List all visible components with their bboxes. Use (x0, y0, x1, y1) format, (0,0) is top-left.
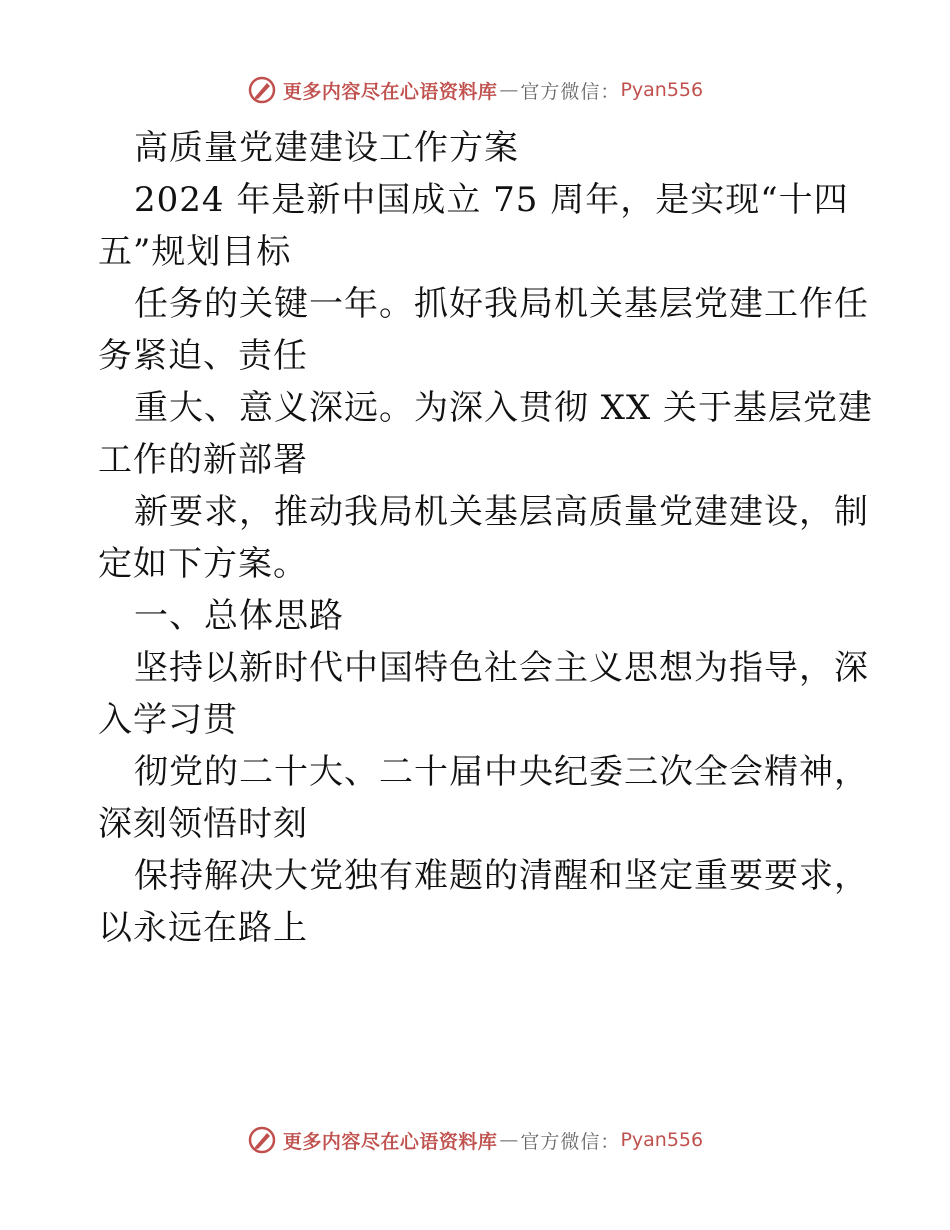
banner-dash: — (499, 1129, 519, 1151)
footer-banner (0, 1120, 950, 1160)
section-heading: 一、总体思路 (134, 596, 344, 636)
paragraph-line: 任务的关键一年。抓好我局机关基层党建工作任 (134, 284, 869, 324)
paragraph-line: 深刻领悟时刻 (98, 804, 308, 844)
banner-wechat-id: Pyan556 (620, 79, 704, 101)
paragraph-line: 入学习贯 (98, 700, 238, 740)
paragraph-line: 保持解决大党独有难题的清醒和坚定重要要求， (134, 856, 869, 896)
paragraph-line: 工作的新部署 (98, 440, 308, 480)
header-banner (0, 70, 950, 110)
document-body (98, 122, 874, 954)
paragraph-line: 重大、意义深远。为深入贯彻 XX 关于基层党建 (134, 388, 874, 428)
paragraph-line: 定如下方案。 (98, 544, 308, 584)
banner-dash: — (499, 79, 519, 101)
paragraph-line: 彻党的二十大、二十届中央纪委三次全会精神， (134, 752, 869, 792)
quill-pen-logo-icon (247, 1125, 277, 1155)
paragraph-line: 务紧迫、责任 (98, 336, 308, 376)
banner-wechat-id: Pyan556 (620, 1129, 704, 1151)
paragraph-line: 2024 年是新中国成立 75 周年，是实现“十四 (134, 180, 849, 220)
banner-wechat-label: 官方微信： (520, 1130, 621, 1153)
quill-pen-logo-icon (247, 75, 277, 105)
banner-wechat-label: 官方微信： (520, 80, 621, 103)
paragraph-line: 五”规划目标 (98, 232, 292, 272)
document-title: 高质量党建建设工作方案 (134, 128, 519, 168)
paragraph-line: 坚持以新时代中国特色社会主义思想为指导，深 (134, 648, 869, 688)
paragraph-line: 以永远在路上 (98, 908, 308, 948)
banner-site-name: 更多内容尽在心语资料库 (282, 80, 498, 103)
paragraph-line: 新要求，推动我局机关基层高质量党建建设，制 (134, 492, 869, 532)
banner-site-name: 更多内容尽在心语资料库 (282, 1130, 498, 1153)
